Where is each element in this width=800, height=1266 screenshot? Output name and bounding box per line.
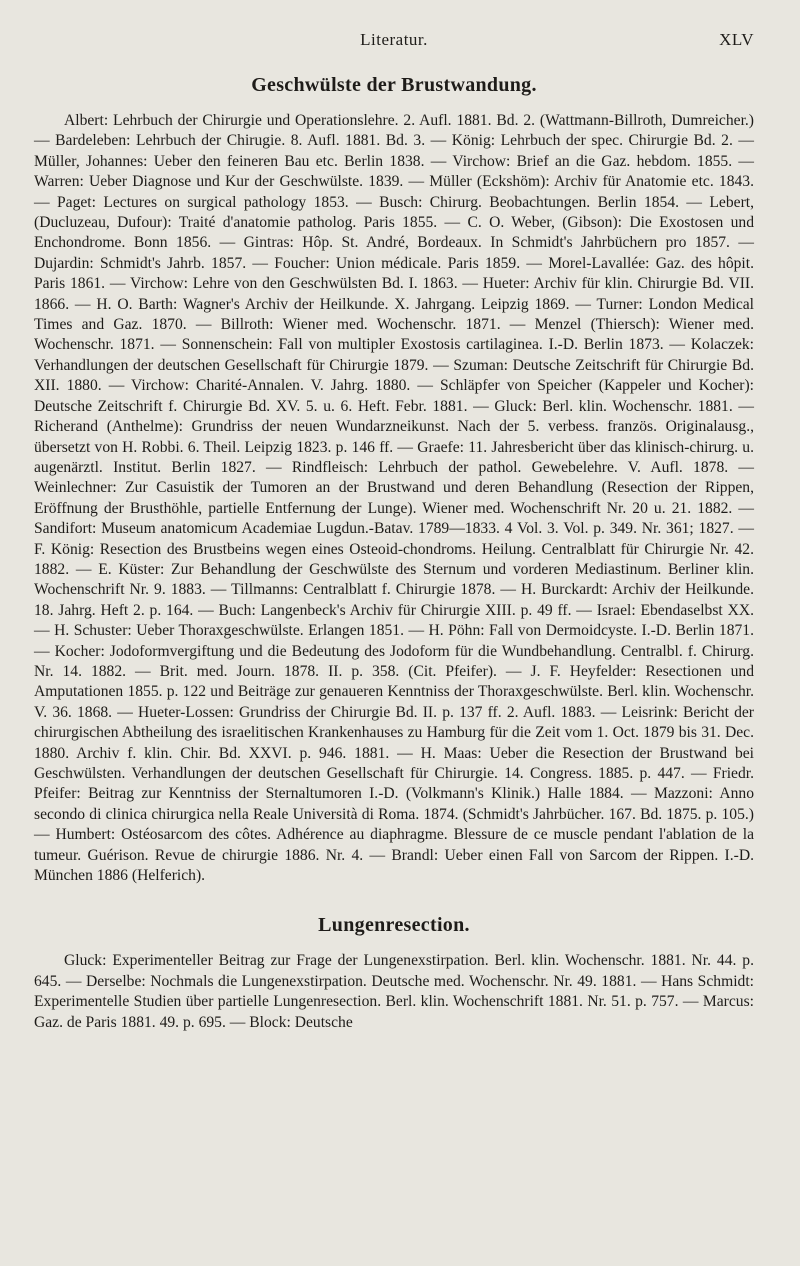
section-heading-lung-resection: Lungenresection. xyxy=(318,914,470,937)
page-number: XLV xyxy=(719,30,754,49)
bibliography-paragraph-lung-resection: Gluck: Experimenteller Beitrag zur Frage der Lungenexstirpation. Berl. klin. Wochenschr. 1881. Nr. 44. p. 645. — Derselbe: Nochmals die Lungenexstirpation. Deutsche med. Wochenschr. Nr. 49. 1881. — Hans Schmidt: Experimentelle Studien über partielle Lungenresection. Berl. klin. Wochenschrift 1881. Nr. 51. p. 757. — Marcus: Gaz. de Paris 1881. 49. p. 695. — Block: Deutsche xyxy=(34,952,754,1031)
running-title: Literatur. xyxy=(360,30,428,49)
bibliography-paragraph-chest-wall-tumors: Albert: Lehrbuch der Chirurgie und Operationslehre. 2. Aufl. 1881. Bd. 2. (Wattmann-Billroth, Dumreicher.) — Bardeleben: Lehrbuch der Chirugie. 8. Aufl. 1881. Bd. 3. — König: Lehrbuch der spec. Chirurgie Bd. 2. — Müller, Johannes: Ueber den feineren Bau etc. Berlin 1838. — Virchow: Brief an die Gaz. hebdom. 1855. — Warren: Ueber Diagnose und Kur der Geschwülste. 1839. — Müller (Eckshöm): Archiv für Anatomie etc. 1843. — Paget: Lectures on surgical pathology 1853. — Busch: Chirurg. Beobachtungen. Berlin 1854. — Lebert, (Ducluzeau, Dufour): Traité d'anatomie patholog. Paris 1855. — C. O. Weber, (Gibson): Die Exostosen und Enchondrome. Bonn 1856. — Gintras: Hôp. St. André, Bordeaux. In Schmidt's Jahrbüchern pro 1857. — Dujardin: Schmidt's Jahrb. 1857. — Foucher: Union médicale. Paris 1859. — Morel-Lavallée: Gaz. des hôpit. Paris 1861. — Virchow: Lehre von den Geschwülsten Bd. I. 1863. — Hueter: Archiv für klin. Chirurgie Bd. VII. 1866. — H. O. Barth: Wagner's Archiv der Heilkunde. X. Jahrgang. Leipzig 1869. — Turner: London Medical Times and Gaz. 1870. — Billroth: Wiener med. Wochenschr. 1871. — Menzel (Thiersch): Wiener med. Wochenschr. 1871. — Sonnenschein: Fall von multipler Exostosis cartilaginea. I.-D. Berlin 1873. — Kolaczek: Verhandlungen der deutschen Gesellschaft für Chirurgie 1879. — Szuman: Deutsche Zeitschrift für Chirurgie Bd. XII. 1880. — Virchow: Charité-Annalen. V. Jahrg. 1880. — Schläpfer von Speicher (Kappeler und Kocher): Deutsche Zeitschrift f. Chirurgie Bd. XV. 5. u. 6. Heft. Febr. 1881. — Gluck: Berl. klin. Wochenschr. 1881. — Richerand (Anthelme): Grundriss der neuen Wundarzneikunst. Nach der 5. verbess. französ. Originalausg., übersetzt von H. Robbi. 6. Theil. Leipzig 1823. p. 146 ff. — Graefe: 11. Jahresbericht über das klinisch-chirurg. u. augenärztl. Institut. Berlin 1827. — Rindfleisch: Lehrbuch der pathol. Gewebelehre. V. Aufl. 1878. — Weinlechner: Zur Casuistik der Tumoren an der Brustwand und deren Behandlung (Resection der Rippen, Eröffnung der Brusthöhle, partielle Entfernung der Lunge). Wiener med. Wochenschrift Nr. 20 u. 21. 1882. — Sandifort: Museum anatomicum Academiae Lugdun.-Batav. 1789—1833. 4 Vol. 3. Vol. p. 349. Nr. 361; 1827. — F. König: Resection des Brustbeins wegen eines Osteoid-chondroms. Heilung. Centralblatt für Chirurgie Nr. 42. 1882. — E. Küster: Zur Behandlung der Geschwülste des Sternum und vorderen Mediastinum. Berliner klin. Wochenschrift Nr. 9. 1883. — Tillmanns: Centralblatt f. Chirurgie 1878. — H. Burckardt: Archiv der Heilkunde. 18. Jahrg. Heft 2. p. 164. — Buch: Langenbeck's Archiv für Chirurgie XIII. p. 49 ff. — Israel: Ebendaselbst XX. — H. Schuster: Ueber Thoraxgeschwülste. Erlangen 1851. — H. Pöhn: Fall von Dermoidcyste. I.-D. Berlin 1871. — Kocher: Jodoformvergiftung und die Bedeutung des Jodoform für die Wundbehandlung. Centralbl. f. Chirurg. Nr. 14. 1882. — Brit. med. Journ. 1878. II. p. 358. (Cit. Pfeifer). — J. F. Heyfelder: Resectionen und Amputationen 1855. p. 122 und Beiträge zur genaueren Kenntniss der Thoraxgeschwülste. Berl. klin. Wochenschr. V. 36. 1868. — Hueter-Lossen: Grundriss der Chirurgie Bd. II. p. 137 ff. 2. Aufl. 1883. — Leisrink: Bericht der chirurgischen Abtheilung des israelitischen Krankenhauses zu Hamburg für die Zeit vom 1. Oct. 1879 bis 31. Dec. 1880. Archiv f. klin. Chir. Bd. XXVI. p. 946. 1881. — H. Maas: Ueber die Resection der Brustwand bei Geschwülsten. Verhandlungen der deutschen Gesellschaft für Chirurgie. 14. Congress. 1885. p. 447. — Friedr. Pfeifer: Beitrag zur Kenntniss der Sternaltumoren I.-D. (Volkmann's Klinik.) Halle 1884. — Mazzoni: Anno secondo di clinica chirurgica nella Reale Università di Roma. 1874. (Schmidt's Jahrbücher. 167. Bd. 1875. p. 105.) — Humbert: Ostéosarcom des côtes. Adhérence au diaphragme. Blessure de ce muscle pendant l'ablation de la tumeur. Guérison. Revue de chirurgie 1886. Nr. 4. — Brandl: Ueber einen Fall von Sarcom der Rippen. I.-D. München 1886 (Helferich). xyxy=(34,112,754,885)
section-heading-chest-wall-tumors: Geschwülste der Brustwandung. xyxy=(251,74,537,96)
page-header xyxy=(34,30,754,56)
